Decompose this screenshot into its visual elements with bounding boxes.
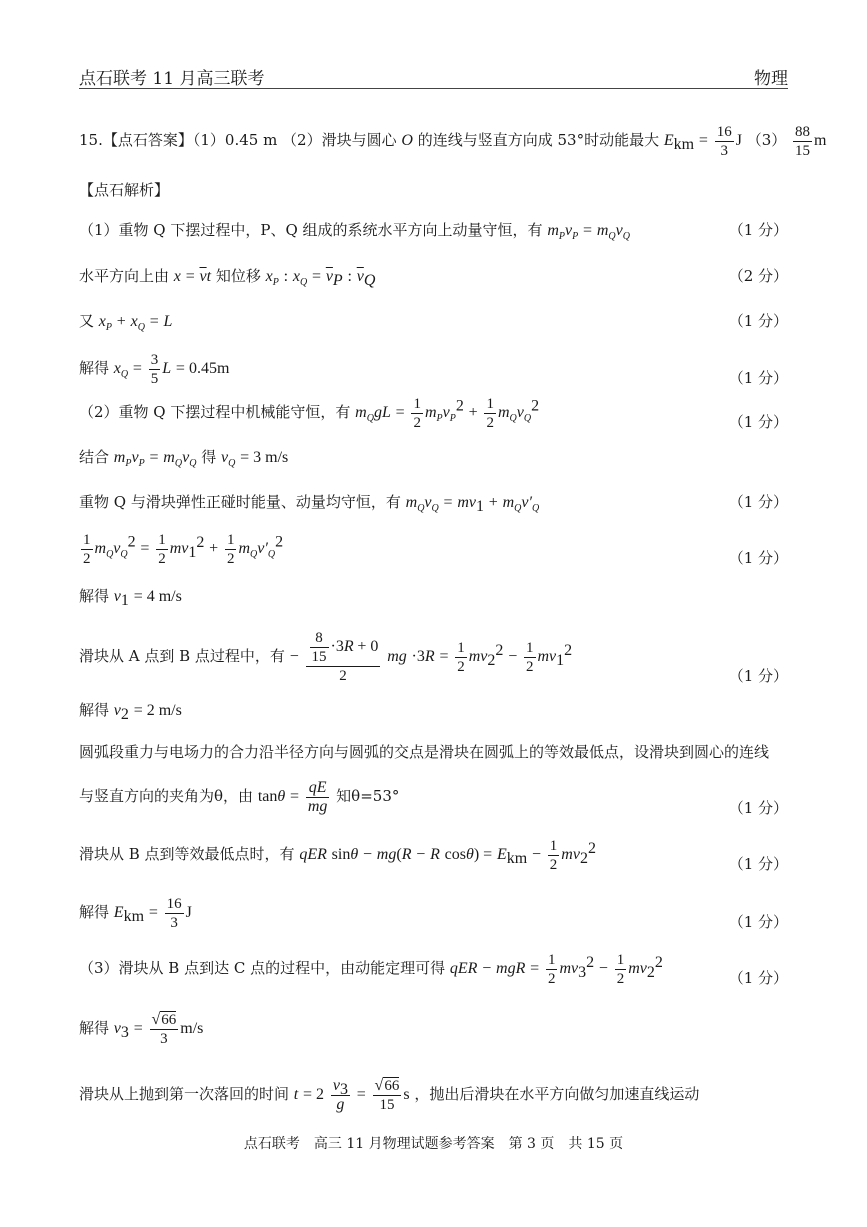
solution-line: 水平方向上由 $x = \overline{v}t$ 知位移 $x_P$ : $x_Q = \overline{v}_P$ : $\overline{v}_Q$ （2 分） [79,267,788,289]
header-subject: 物理 [754,69,788,89]
solution-line: 与竖直方向的夹角为θ，由 tanθ = $\frac{qE}{mg}$ 知θ=53° （1 分） [79,778,788,817]
solution-line: 解得 $E_{km}$ = $\frac{16}{3}$ J （1 分） [79,895,788,931]
header-title: 点石联考 11 月高三联考 [79,69,265,89]
page-footer: 点石联考 高三 11 月物理试题参考答案 第 3 页 共 15 页 [243,1136,624,1152]
solution-line: （2）重物 Q 下摆过程中机械能守恒，有 $m_QgL$ = $\frac{1}{2}$ $m_Pv_P^2$ + $\frac{1}{2}$ $m_Qv_Q^2$ （1 分） [79,395,788,431]
solution-line: $\frac{1}{2}$ $m_Qv_Q^2$ = $\frac{1}{2}$ $mv_1^2$ + $\frac{1}{2}$ $m_Qv'_Q^2$ （1 分） [83,531,788,567]
solution-line: 圆弧段重力与电场力的合力沿半径方向与圆弧的交点是滑块在圆弧上的等效最低点，设滑块到圆心的连线 [79,743,770,761]
answer-line: 15.【点石答案】（1）0.45 m （2）滑块与圆心 O 的连线与竖直方向成 53°时动能最大 $E_{km}$ = $\frac{16}{3}$ J （3） $\frac{88}{15}$ m [79,123,827,159]
page-header [79,58,788,89]
solution-line: 滑块从 B 点到等效最低点时，有 qER sinθ − mg(R − R $\cos\theta) = E_{km}$ − $\frac{1}{2}$ $mv_2^2$ （1 分） [79,837,788,873]
solution-line: 滑块从 A 点到 B 点过程中，有 − $\frac{8}{15}$ ·3R + 0 2 mg ·3R = $\frac{1}{2}$ $mv_2^2$ − $\frac{1}{2}$ $mv_1^2$ （1 分） [79,630,788,685]
solution-line: 解得 $v_1 = 4$ m/s [79,587,182,609]
solution-line: 滑块从上抛到第一次落回的时间 t = 2 $\frac{v_3}{g}$ = $\frac{√66}{15}$ s ，抛出后滑块在水平方向做匀加速直线运动 [79,1076,700,1113]
solution-line: 又 $x_P + x_Q = L$ （1 分） [79,312,788,334]
analysis-title: 【点石解析】 [79,181,170,199]
solution-line: （3）滑块从 B 点到达 C 点的过程中，由动能定理可得 qER − mgR = $\frac{1}{2}$ $mv_3^2$ − $\frac{1}{2}$ $mv_2^2$ （1 分） [79,951,788,987]
solution-line: 解得 $v_2 = 2$ m/s [79,701,182,723]
solution-line: （1）重物 Q 下摆过程中，P、Q 组成的系统水平方向上动量守恒，有 $m_Pv_P = m_Qv_Q$ （1 分） [79,221,788,243]
solution-line: 结合 $m_Pv_P = m_Qv_Q$ 得 $v_Q = 3$ m/s [79,448,289,470]
solution-line: 解得 $x_Q$ = $\frac{3}{5}$ L = 0.45m （1 分） [79,351,788,387]
solution-line: 解得 $v_3$ = $\frac{√66}{3}$ m/s [79,1010,204,1047]
solution-line: 重物 Q 与滑块弹性正碰时能量、动量均守恒，有 $m_Qv_Q = mv_1 + m_Qv'_Q$ （1 分） [79,493,788,515]
